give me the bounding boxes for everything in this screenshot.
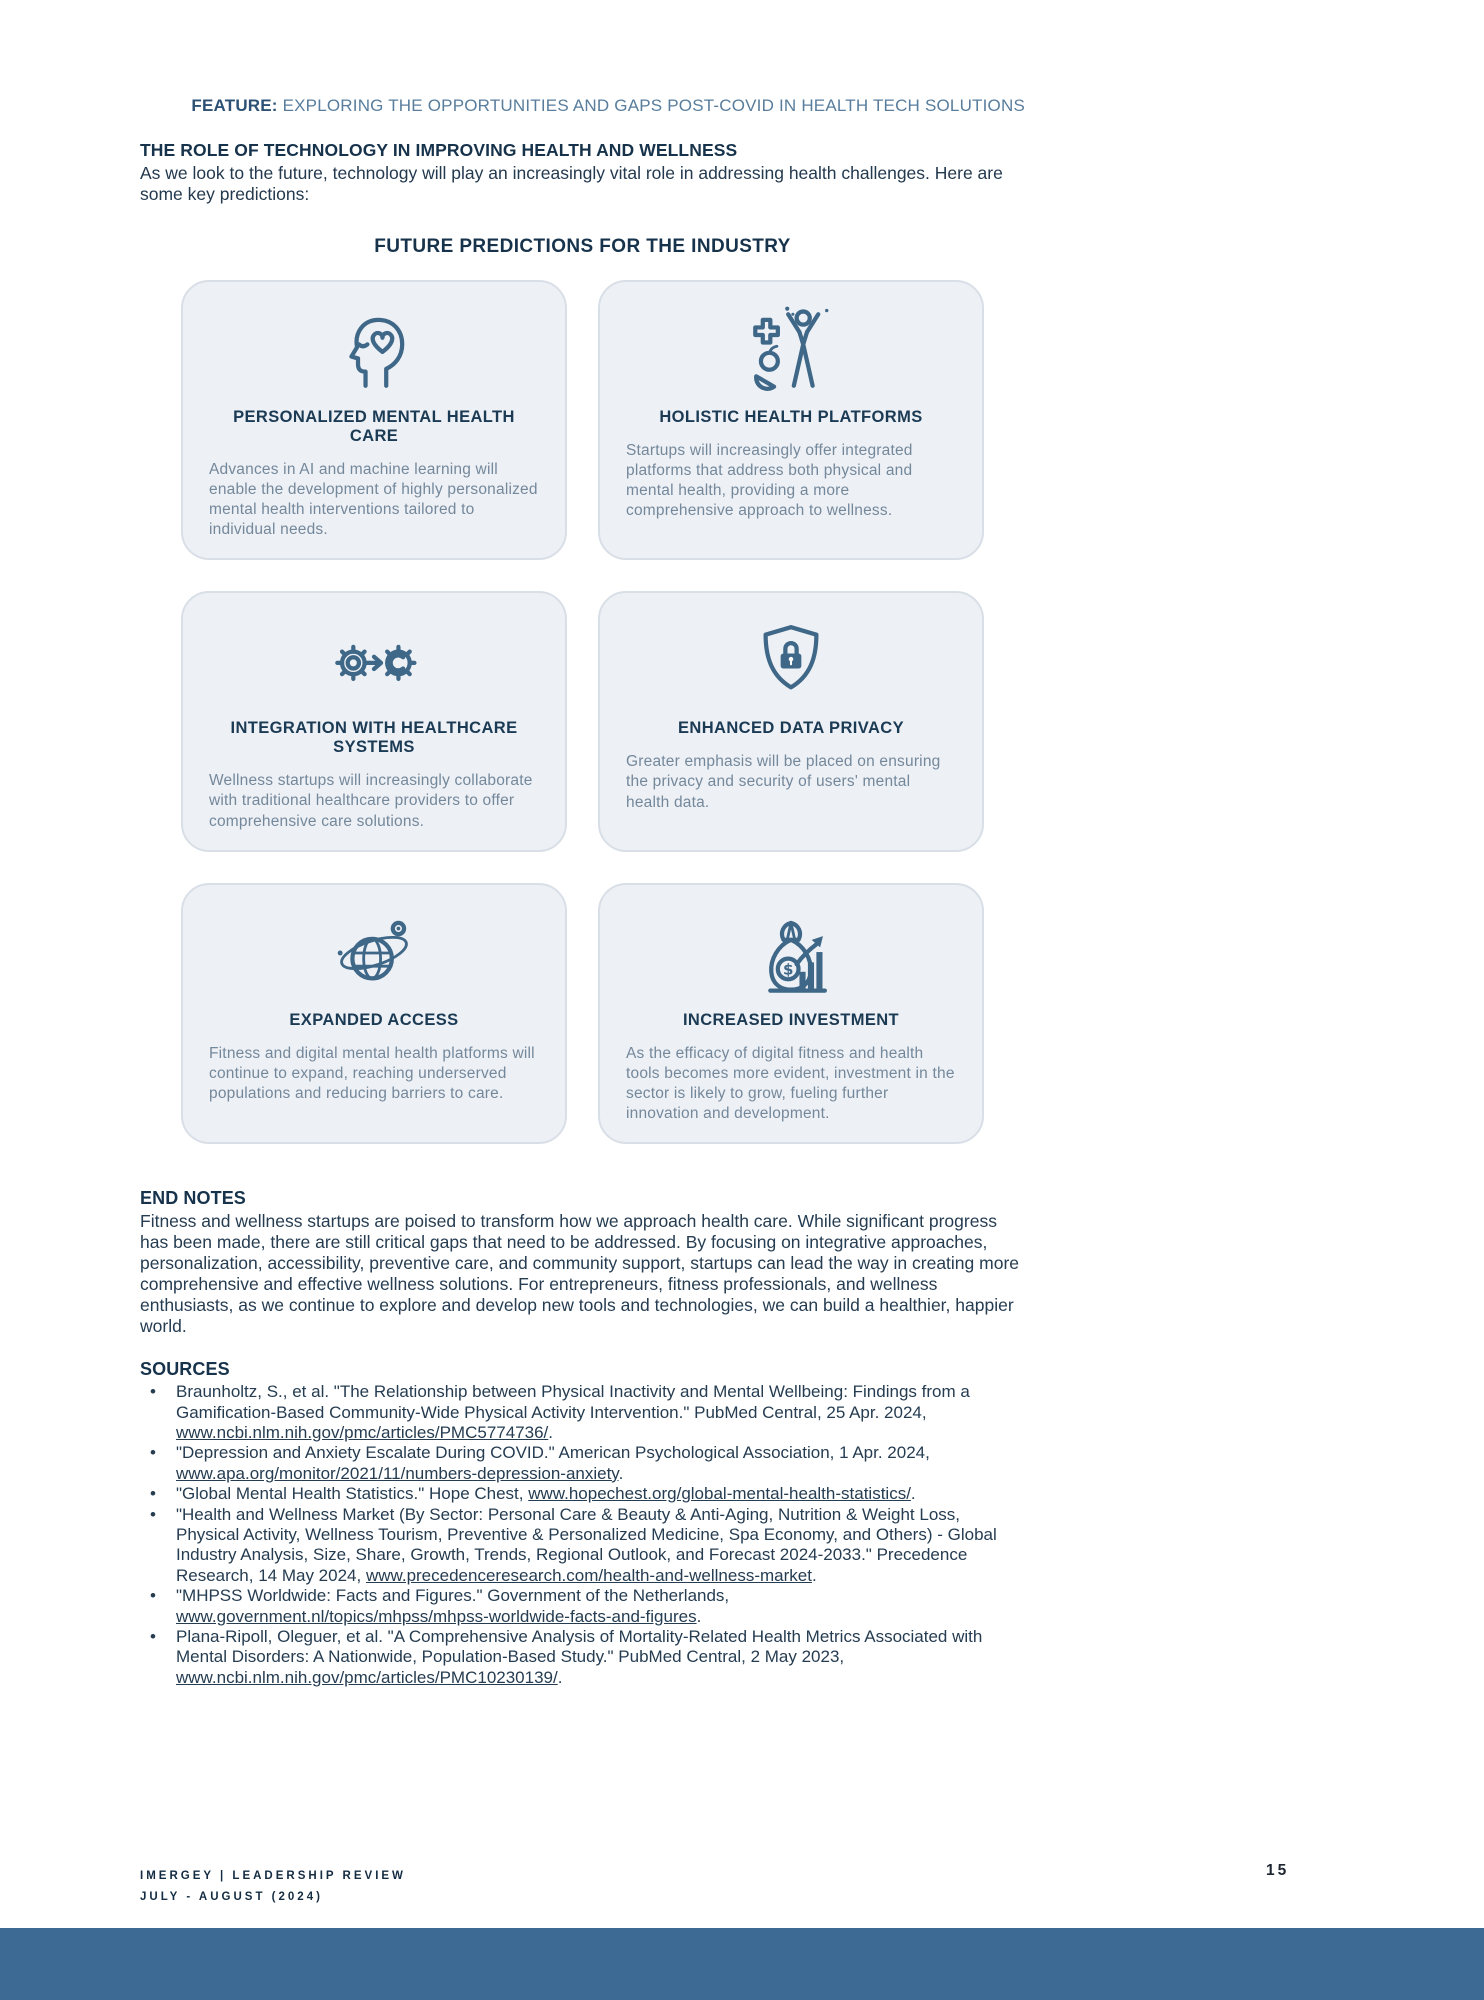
card-title: INCREASED INVESTMENT <box>682 1010 900 1029</box>
source-text: "Depression and Anxiety Escalate During COVID." American Psychological Association, 1 Apr. 2024, <box>176 1443 930 1463</box>
source-item <box>140 1586 1025 1627</box>
card-expanded-access <box>181 883 567 1145</box>
card-title: INTEGRATION WITH HEALTHCARE SYSTEMS <box>230 719 518 757</box>
card-data-privacy <box>598 591 984 851</box>
source-link[interactable]: www.government.nl/topics/mhpss/mhpss-worldwide-facts-and-figures <box>176 1606 697 1626</box>
predictions-heading: FUTURE PREDICTIONS FOR THE INDUSTRY <box>374 235 791 257</box>
card-title: EXPANDED ACCESS <box>289 1010 459 1029</box>
source-link[interactable]: www.precedenceresearch.com/health-and-wellness-market <box>365 1565 812 1585</box>
source-link[interactable]: www.ncbi.nlm.nih.gov/pmc/articles/PMC10230139/ <box>176 1667 558 1687</box>
card-title: HOLISTIC HEALTH PLATFORMS <box>659 407 923 426</box>
source-text: "Global Mental Health Statistics." Hope Chest, <box>176 1484 529 1504</box>
source-link[interactable]: www.ncbi.nlm.nih.gov/pmc/articles/PMC5774736/ <box>176 1423 549 1443</box>
card-personalized-mental-health <box>181 280 567 561</box>
source-item <box>140 1505 1025 1587</box>
source-item <box>140 1627 1025 1688</box>
end-notes-heading: END NOTES <box>140 1188 246 1209</box>
source-link[interactable]: www.hopechest.org/global-mental-health-statistics/ <box>528 1484 911 1504</box>
source-text: Plana-Ripoll, Oleguer, et al. "A Comprehensive Analysis of Mortality-Related Health Metrics Associated with Mental Disorders: A Nationwide, Population-Based Study." PubMed Central, 2 May 2023, <box>176 1626 983 1667</box>
card-title: PERSONALIZED MENTAL HEALTH CARE <box>233 407 515 445</box>
holistic-health-icon <box>626 300 956 400</box>
card-increased-investment <box>598 883 984 1145</box>
card-body: Fitness and digital mental health platforms will continue to expand, reaching underserved populations and reducing barriers to care. <box>209 1044 535 1102</box>
svg-text:$: $ <box>782 960 794 979</box>
feature-label: FEATURE: <box>191 96 278 115</box>
card-body: Startups will increasingly offer integrated platforms that address both physical and mental health, providing a more comprehensive approach to wellness. <box>626 441 913 520</box>
source-text: . <box>618 1463 624 1483</box>
end-notes-paragraph: Fitness and wellness startups are poised to transform how we approach health care. While significant progress has been made, there are still critical gaps that need to be addressed. By focusing on integrative approaches, personalization, accessibility, preventive care, and community support, startups can lead the way in creating more comprehensive and effective wellness solutions. For entrepreneurs, fitness professionals, and wellness enthusiasts, as we continue to explore and develop new tools and technologies, we can build a healthier, happier world. <box>140 1211 1019 1337</box>
source-text: . <box>557 1667 563 1687</box>
head-heart-icon <box>209 300 539 400</box>
bottom-accent-bar <box>0 1928 1484 2000</box>
source-text: . <box>811 1565 817 1585</box>
source-text: "Health and Wellness Market (By Sector: Personal Care & Beauty & Anti-Aging, Nutrition & Weight Loss, Physical Activity, Wellness Tourism, Preventive & Personalized Medicine, Spa Economy, and Others) - Global Industry Analysis, Size, Share, Growth, Trends, Regional Outlook, and Forecast 2024-2033." Precedence Research, 14 May 2024, <box>176 1504 997 1585</box>
footer-line2: JULY - AUGUST (2024) <box>140 1890 323 1903</box>
source-item <box>140 1484 1025 1504</box>
card-integration-healthcare <box>181 591 567 851</box>
card-body: Greater emphasis will be placed on ensuring the privacy and security of users' mental health data. <box>626 753 941 811</box>
card-title: ENHANCED DATA PRIVACY <box>678 719 904 738</box>
predictions-grid <box>181 280 1025 1145</box>
money-bag-icon <box>626 903 956 1003</box>
source-text: . <box>696 1606 702 1626</box>
feature-title: EXPLORING THE OPPORTUNITIES AND GAPS POST-COVID IN HEALTH TECH SOLUTIONS <box>277 96 1025 115</box>
page-content <box>140 0 1025 1688</box>
footer-line1: IMERGEY | LEADERSHIP REVIEW <box>140 1870 406 1882</box>
card-body: Wellness startups will increasingly collaborate with traditional healthcare providers to offer comprehensive care solutions. <box>209 772 533 830</box>
card-body: As the efficacy of digital fitness and health tools becomes more evident, investment in the sector is likely to grow, fueling further innovation and development. <box>626 1044 955 1123</box>
feature-header <box>140 96 1025 116</box>
source-link[interactable]: www.apa.org/monitor/2021/11/numbers-depression-anxiety <box>176 1463 619 1483</box>
source-text: "MHPSS Worldwide: Facts and Figures." Government of the Netherlands, <box>176 1586 730 1606</box>
source-item <box>140 1382 1025 1443</box>
card-holistic-health <box>598 280 984 561</box>
card-body: Advances in AI and machine learning will enable the development of highly personalized mental health interventions tailored to individual needs. <box>209 460 538 539</box>
sources-heading: SOURCES <box>140 1359 230 1380</box>
source-text: . <box>910 1484 916 1504</box>
page-number: 15 <box>1266 1862 1290 1879</box>
gears-icon <box>209 611 539 711</box>
shield-lock-icon <box>626 611 956 711</box>
intro-paragraph: As we look to the future, technology will play an increasingly vital role in addressing health challenges. Here are some key predictions: <box>140 163 1003 205</box>
section-heading-technology-role: THE ROLE OF TECHNOLOGY IN IMPROVING HEALTH AND WELLNESS <box>140 140 738 160</box>
source-text: . <box>548 1423 554 1443</box>
source-text: Braunholtz, S., et al. "The Relationship between Physical Inactivity and Mental Wellbeing: Findings from a Gamification-Based Community-Wide Physical Activity Intervention." PubMed Central, 25 Apr. 2024, <box>176 1382 970 1422</box>
source-item <box>140 1443 1025 1484</box>
footer-publication-info <box>140 1866 406 1907</box>
globe-icon <box>209 903 539 1003</box>
sources-list <box>140 1382 1025 1688</box>
